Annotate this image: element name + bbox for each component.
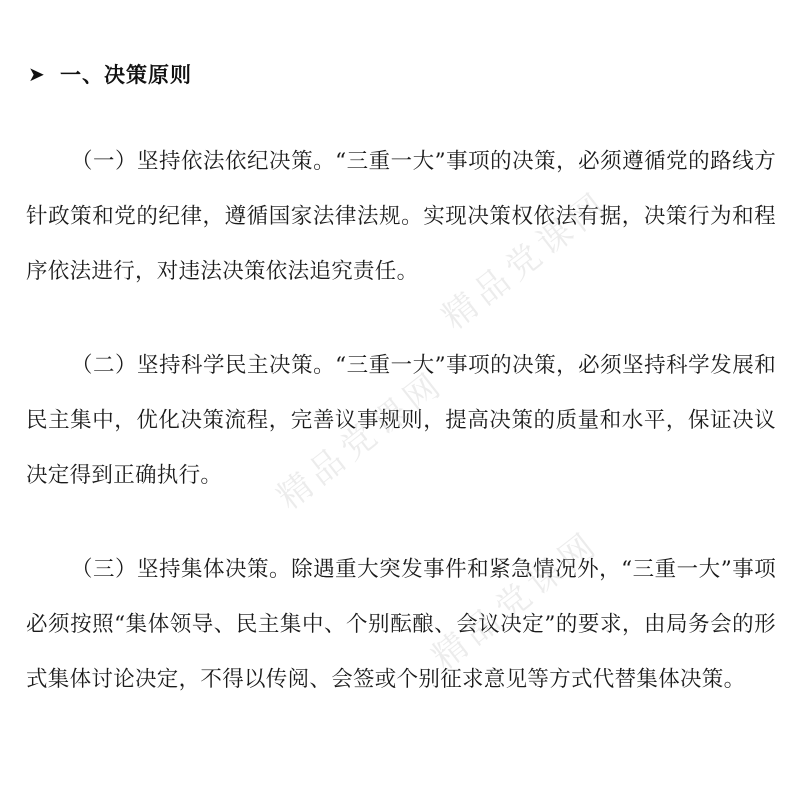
watermark-text: 精品党课网 bbox=[424, 523, 608, 678]
section-heading bbox=[28, 56, 192, 92]
paragraph-principle-3: （三）坚持集体决策。除遇重大突发事件和紧急情况外，“三重一大”事项必须按照“集体领导、民主集中、个别酝酿、会议决定”的要求，由局务会的形式集体讨论决定，不得以传阅、会签或个别征求意见等方式代替集体决策。 bbox=[26, 557, 776, 692]
section-heading-text: 一、决策原则 bbox=[60, 63, 192, 87]
watermark-text: 精品党课网 bbox=[434, 183, 618, 338]
arrow-bullet-icon: ➤ bbox=[28, 62, 46, 86]
paragraph-principle-2: （二）坚持科学民主决策。“三重一大”事项的决策，必须坚持科学发展和民主集中，优化决策流程，完善议事规则，提高决策的质量和水平，保证决议决定得到正确执行。 bbox=[26, 353, 776, 488]
watermark-text: 精品党课网 bbox=[269, 363, 453, 518]
paragraph-principle-1: （一）坚持依法依纪决策。“三重一大”事项的决策，必须遵循党的路线方针政策和党的纪律，遵循国家法律法规。实现决策权依法有据，决策行为和程序依法进行，对违法决策依法追究责任。 bbox=[26, 149, 776, 284]
